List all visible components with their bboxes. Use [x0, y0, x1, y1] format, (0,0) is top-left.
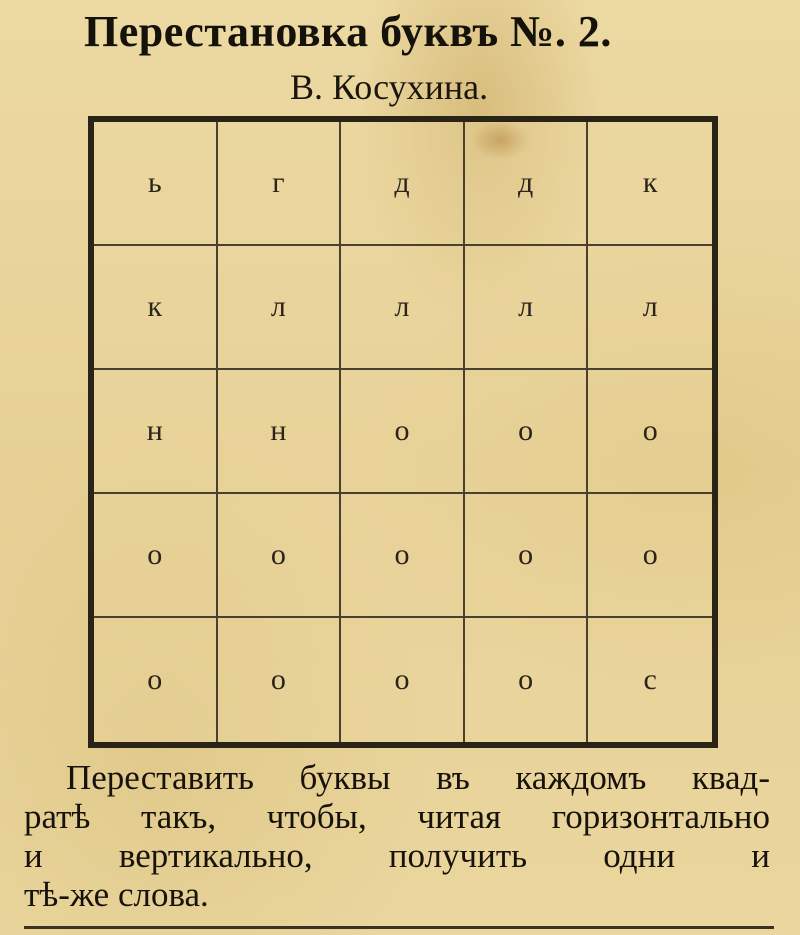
letter-grid — [94, 122, 712, 742]
grid-cell-r2-c2: л — [218, 246, 342, 370]
grid-cell-r2-c1: к — [94, 246, 218, 370]
grid-cell-r3-c2: н — [218, 370, 342, 494]
grid-cell-r5-c1: о — [94, 618, 218, 742]
grid-cell-r1-c2: г — [218, 122, 342, 246]
instructions-line: ратѣ такъ, чтобы, читая горизонтально — [24, 797, 770, 836]
grid-cell-r1-c4: д — [465, 122, 589, 246]
grid-cell-r3-c5: о — [588, 370, 712, 494]
instructions-line: тѣ-же слова. — [24, 875, 209, 914]
grid-cell-r5-c3: о — [341, 618, 465, 742]
grid-cell-r2-c4: л — [465, 246, 589, 370]
grid-cell-r5-c4: о — [465, 618, 589, 742]
instructions-paragraph — [24, 758, 770, 914]
grid-cell-r2-c3: л — [341, 246, 465, 370]
grid-cell-r3-c1: н — [94, 370, 218, 494]
grid-cell-r1-c1: ь — [94, 122, 218, 246]
grid-cell-r1-c5: к — [588, 122, 712, 246]
grid-cell-r4-c4: о — [465, 494, 589, 618]
instructions-line: и вертикально, получить одни и — [24, 836, 770, 875]
grid-cell-r4-c3: о — [341, 494, 465, 618]
grid-cell-r4-c1: о — [94, 494, 218, 618]
grid-cell-r5-c5: с — [643, 663, 657, 696]
page-title: Перестановка буквъ №. 2. — [84, 7, 612, 56]
grid-cell-r4-c5: о — [588, 494, 712, 618]
grid-cell-r4-c2: о — [218, 494, 342, 618]
bottom-rule — [24, 926, 774, 929]
author-name: В. Косухина. — [290, 67, 489, 107]
letter-grid-frame — [88, 116, 718, 748]
grid-cell-r3-c3: о — [341, 370, 465, 494]
grid-cell-r1-c3: д — [341, 122, 465, 246]
grid-cell-r2-c5: л — [588, 246, 712, 370]
grid-cell-r3-c4: о — [465, 370, 589, 494]
instructions-line: Переставить буквы въ каждомъ квад- — [66, 758, 770, 797]
paper-stain — [470, 120, 530, 160]
grid-cell-r5-c2: о — [218, 618, 342, 742]
